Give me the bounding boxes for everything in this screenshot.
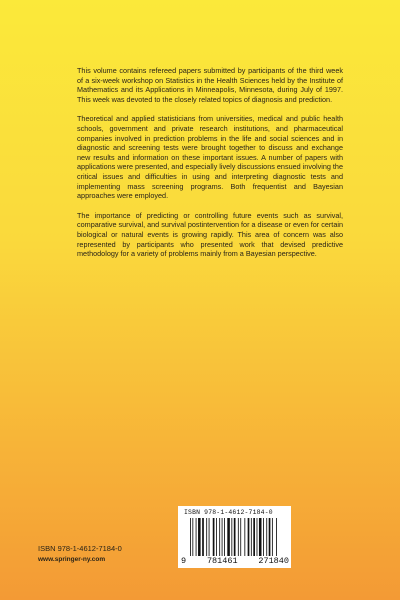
barcode-bar [190,518,191,556]
barcode-bar [231,518,232,556]
barcode-bar [216,518,217,556]
paragraph-3: The importance of predicting or controlling future events such as survival, comparative survival, and survival postintervention for a disease or even for certain biological or natural events is growing rapidly. This area of concern was also represented by participants who presented work that devised predictive methodology for a variety of problems mainly from a Bayesian perspective. [77,210,343,259]
barcode-bar [266,518,267,556]
barcode-bar [276,518,277,556]
barcode-bar [244,518,245,556]
barcode-bars [190,518,285,556]
barcode-bar [196,518,197,556]
barcode-bar [219,518,220,556]
paragraph-2: Theoretical and applied statisticians from universities, medical and public health schools, government and private research institutions, and pharmaceutical companies involved in prediction problems in the life and social sciences and in diagnostic and screening tests were brought together to discuss and exchange new results and information on these important issues. A number of papers with applications were presented, and especially lively discussions ensued involving the critical issues and difficulties in using and interpreting diagnostic tests and implementing mass screening programs. Both frequentist and Bayesian approaches were employed. [77,114,343,201]
barcode-digits [181,556,289,566]
barcode-bar [272,518,273,556]
barcode-bar [238,518,239,556]
barcode-bar [248,518,250,556]
barcode-bar [269,518,271,556]
barcode-digit-group-right: 271840 [258,556,289,566]
barcode-bar [192,518,193,556]
barcode-bar [224,518,225,556]
barcode-bar [198,518,201,556]
barcode-bar [257,518,258,556]
description-text [77,66,343,269]
barcode-bar [251,518,252,556]
barcode [178,506,291,568]
barcode-digit-lead: 9 [181,556,187,566]
barcode-bar [213,518,215,556]
barcode-bar [202,518,204,556]
barcode-bar [234,518,236,556]
barcode-bar [253,518,255,556]
barcode-bar [227,518,230,556]
barcode-bar [240,518,241,556]
publisher-url: www.springer-ny.com [38,556,106,563]
barcode-bar [263,518,264,556]
barcode-bar [209,518,210,556]
barcode-bar [206,518,207,556]
barcode-bar [222,518,223,556]
barcode-digit-group-left: 781461 [206,556,238,566]
barcode-bar [259,518,262,556]
isbn-label: ISBN 978-1-4612-7184-0 [38,544,122,553]
paragraph-1: This volume contains refereed papers submitted by participants of the third week of a six-week workshop on Statistics in the Health Sciences held by the Institute of Mathematics and its Applications in Minneapolis, Minnesota, during July of 1997. This week was devoted to the closely related topics of diagnosis and prediction. [77,66,343,104]
barcode-isbn-label: ISBN 978-1-4612-7184-0 [184,509,273,516]
